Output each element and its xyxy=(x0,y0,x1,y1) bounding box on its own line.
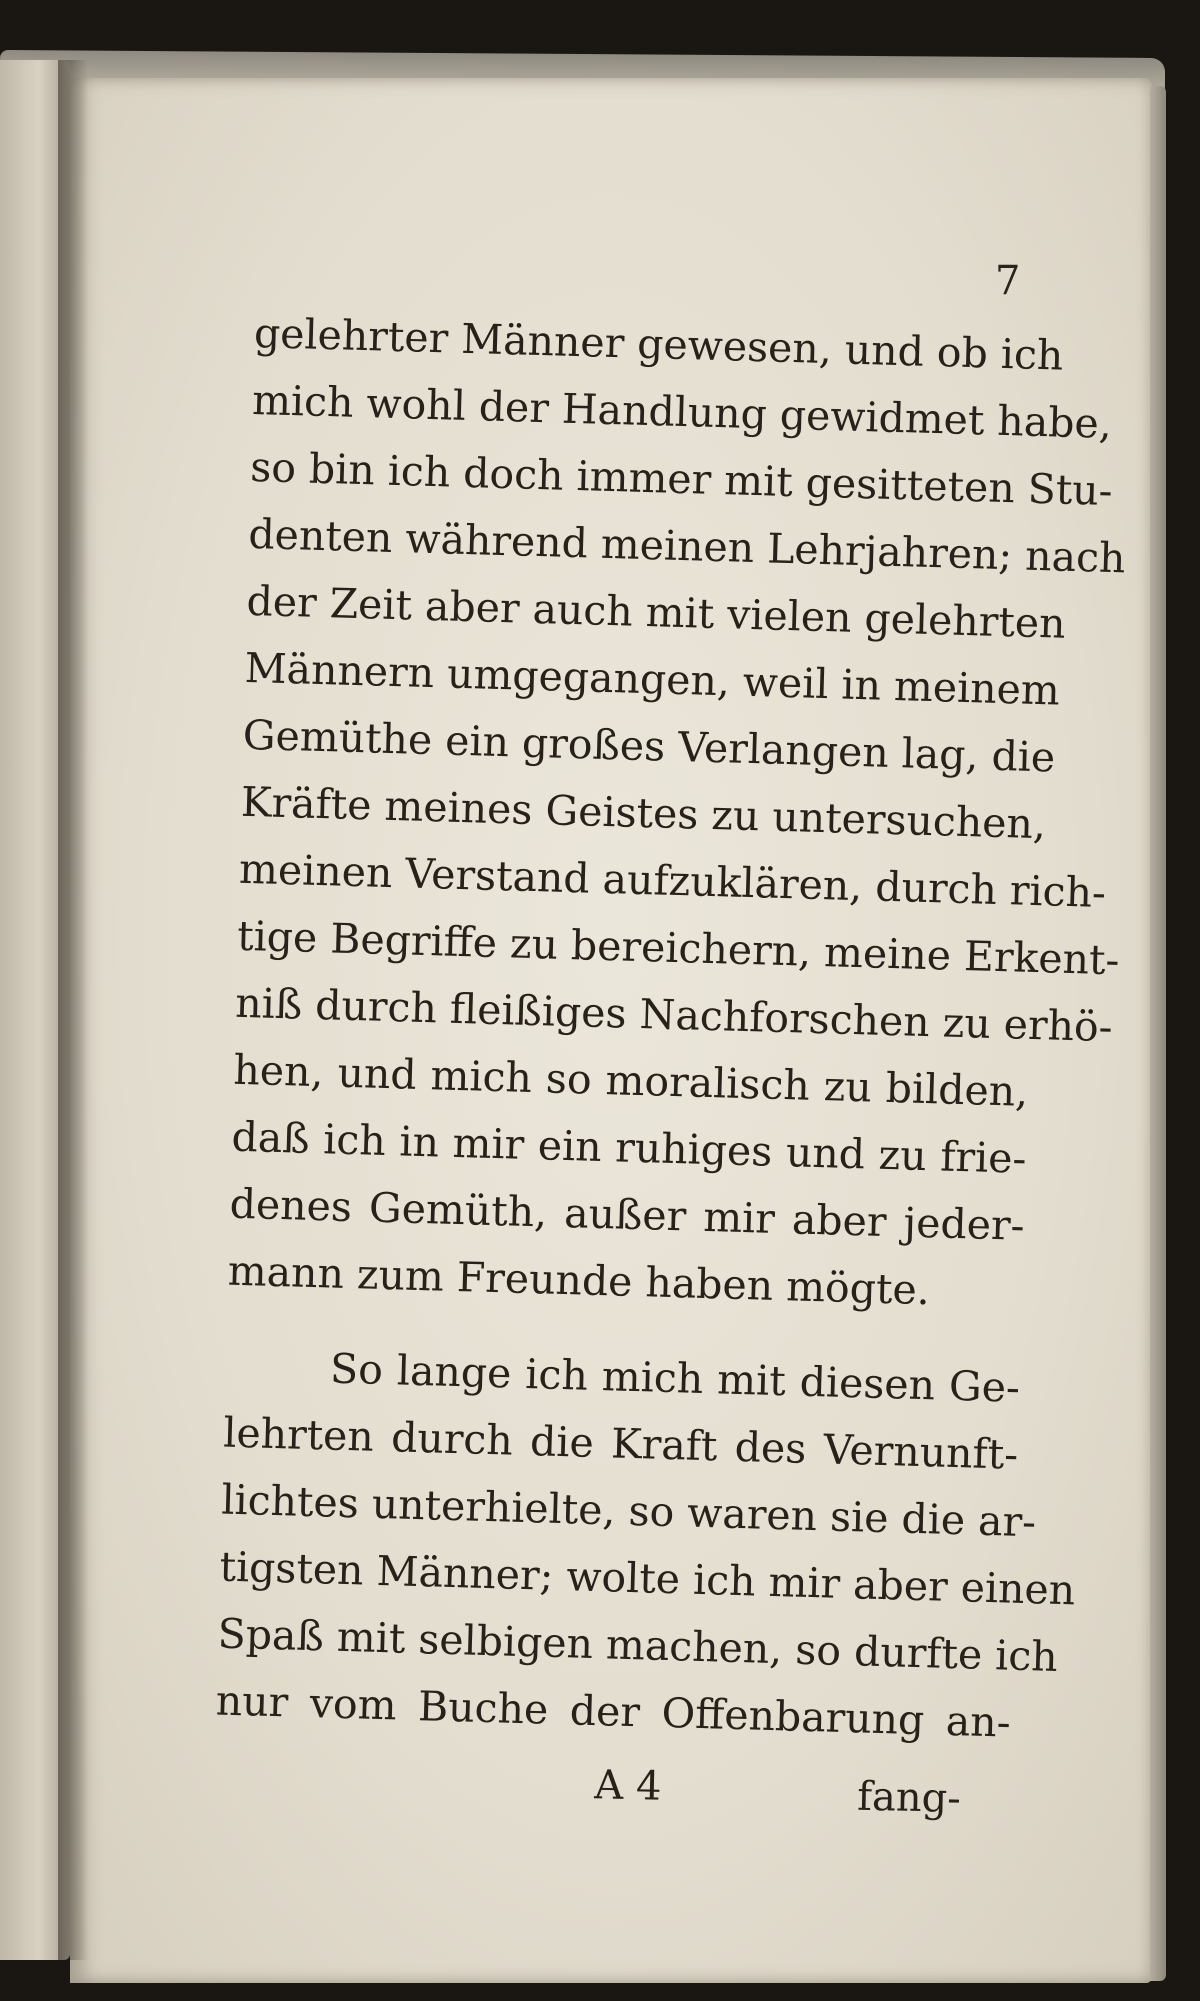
text-line: Kräfte meines Geistes zu untersuchen, xyxy=(240,777,1047,849)
text-line: gelehrter Männer gewesen, und ob ich xyxy=(253,308,1065,380)
catchword: fang- xyxy=(856,1773,962,1822)
paragraph-1 xyxy=(227,300,1127,1327)
body-text xyxy=(215,300,1127,1757)
text-line: Männern umgegangen, weil in meinem xyxy=(244,643,1061,715)
page-number: 7 xyxy=(995,258,1021,304)
text-line: tigsten Männer; wolte ich mir aber einen xyxy=(218,1542,1076,1615)
text-line: der Zeit aber auch mit vielen gelehrten xyxy=(245,576,1067,648)
page-fore-edge xyxy=(1150,86,1166,1981)
text-line: hen, und mich so moralisch zu bilden, xyxy=(232,1045,1029,1116)
text-line: lehrten durch die Kraft des Vernunft- xyxy=(222,1408,1019,1479)
text-line: so bin ich doch immer mit gesitteten Stu- xyxy=(249,442,1114,516)
text-line: denten während meinen Lehrjahren; nach xyxy=(247,509,1127,583)
paragraph-2 xyxy=(215,1333,1076,1757)
text-line: mich wohl der Handlung gewidmet habe, xyxy=(251,375,1113,448)
text-line: meinen Verstand aufzuklären, durch rich- xyxy=(238,844,1107,917)
text-line: Gemüthe ein großes Verlangen lag, die xyxy=(242,710,1056,782)
spine-shadow xyxy=(58,60,88,1960)
text-line: mann zum Freunde haben mögte. xyxy=(227,1246,931,1315)
text-line: denes Gemüth, außer mir aber jeder- xyxy=(229,1179,1026,1250)
text-line: So lange ich mich mit diesen Ge- xyxy=(329,1344,1021,1412)
text-line: niß durch fleißiges Nachforschen zu erhö- xyxy=(234,978,1114,1052)
text-line: Spaß mit selbigen machen, so durfte ich xyxy=(217,1609,1059,1681)
text-line: nur vom Buche der Offenbarung an- xyxy=(215,1676,1012,1747)
text-line: tige Begriffe zu bereichern, meine Erkent- xyxy=(236,911,1121,985)
text-line: lichtes unterhielte, so waren sie die ar- xyxy=(220,1475,1037,1547)
signature-mark: A 4 xyxy=(593,1762,662,1810)
text-line: daß ich in mir ein ruhiges und zu frie- xyxy=(230,1112,1027,1183)
